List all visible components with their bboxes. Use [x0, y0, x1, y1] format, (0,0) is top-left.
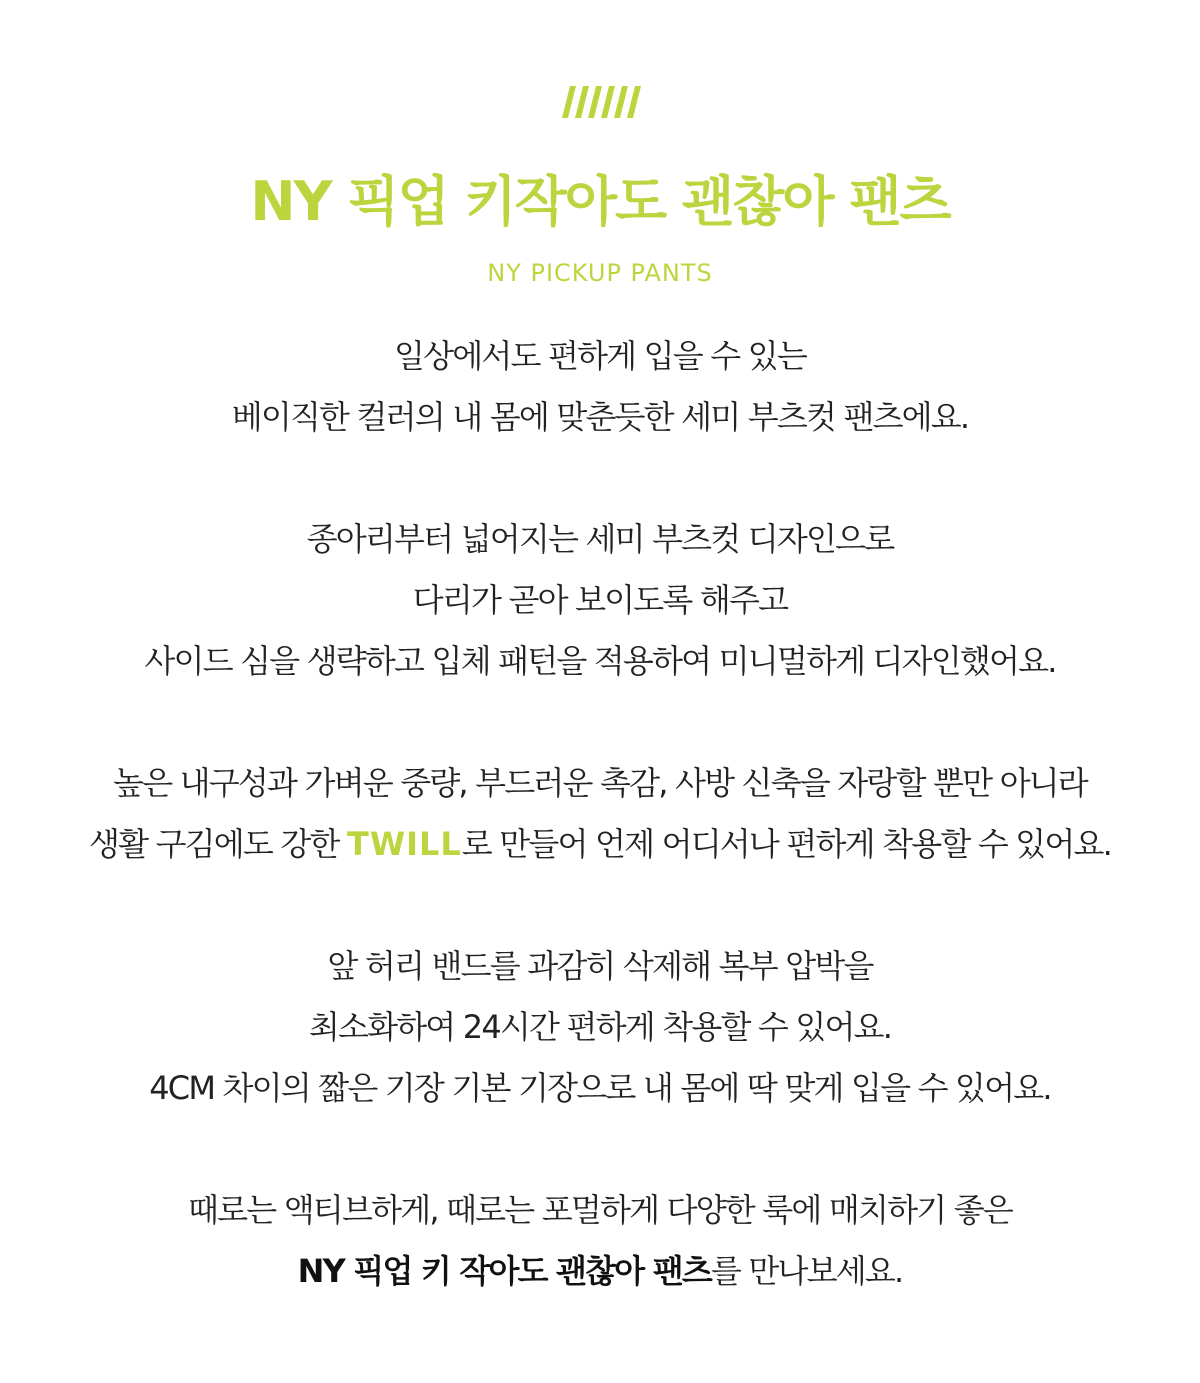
- description-line: 다리가 곧아 보이도록 해주고: [412, 581, 788, 619]
- description-line: 앞 허리 밴드를 과감히 삭제해 복부 압박을: [327, 947, 873, 985]
- product-name-bold: NY 픽업 키 작아도 괜찮아 팬츠: [297, 1252, 711, 1290]
- description-line: 높은 내구성과 가벼운 중량, 부드러운 촉감, 사방 신축을 자랑할 뿐만 아니라: [113, 764, 1087, 802]
- description-line-closing: [0, 1241, 1200, 1302]
- description-paragraph-4: [0, 936, 1200, 1119]
- description-line: 4CM 차이의 짧은 기장 기본 기장으로 내 몸에 딱 맞게 입을 수 있어요.: [149, 1069, 1051, 1107]
- paragraph-spacer: [0, 448, 1200, 509]
- twill-highlight: TWILL: [346, 825, 462, 863]
- page-subtitle: NY PICKUP PANTS: [487, 259, 713, 287]
- paragraph-spacer: [0, 875, 1200, 936]
- description-line: 종아리부터 넓어지는 세미 부츠컷 디자인으로: [306, 520, 894, 558]
- paragraph-spacer: [0, 692, 1200, 753]
- description-line: 일상에서도 편하게 입을 수 있는: [394, 337, 806, 375]
- description-text: 를 만나보세요.: [710, 1252, 903, 1290]
- description-line-twill: [0, 814, 1200, 875]
- slash-stripes-icon: [0, 84, 1200, 120]
- description-body: [0, 326, 1200, 1302]
- slash-stripe: [588, 86, 602, 118]
- description-text: 로 만들어 언제 어디서나 편하게 착용할 수 있어요.: [461, 825, 1112, 863]
- page-title: NY 픽업 키작아도 괜찮아 팬츠: [250, 170, 950, 233]
- description-line: 사이드 심을 생략하고 입체 패턴을 적용하여 미니멀하게 디자인했어요.: [144, 642, 1056, 680]
- slash-stripe: [575, 86, 589, 118]
- slash-stripe: [562, 86, 576, 118]
- description-paragraph-5: [0, 1180, 1200, 1302]
- slash-stripe: [627, 86, 641, 118]
- description-line: 베이직한 컬러의 내 몸에 맞춘듯한 세미 부츠컷 팬츠에요.: [231, 398, 969, 436]
- description-paragraph-2: [0, 509, 1200, 692]
- slash-stripes-group: [562, 86, 641, 118]
- paragraph-spacer: [0, 1119, 1200, 1180]
- description-paragraph-3: [0, 753, 1200, 875]
- description-text: 생활 구김에도 강한: [88, 825, 347, 863]
- description-paragraph-1: [0, 326, 1200, 448]
- description-line: 때로는 액티브하게, 때로는 포멀하게 다양한 룩에 매치하기 좋은: [188, 1191, 1012, 1229]
- slash-stripes-graphic: [558, 84, 642, 120]
- slash-stripe: [614, 86, 628, 118]
- description-line: 최소화하여 24시간 편하게 착용할 수 있어요.: [308, 1008, 892, 1046]
- slash-stripe: [601, 86, 615, 118]
